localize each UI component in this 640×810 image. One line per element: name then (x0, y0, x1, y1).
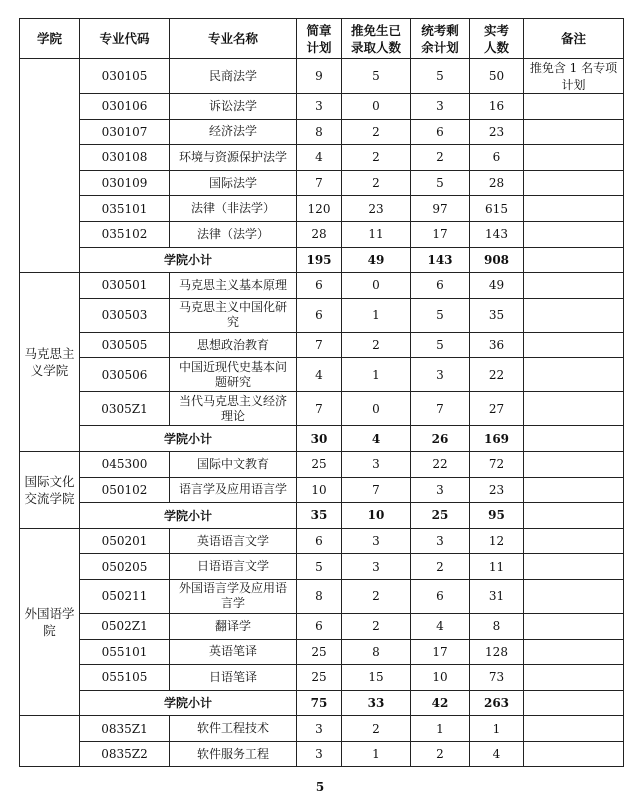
actual-cell: 35 (470, 298, 524, 332)
code-cell: 030501 (80, 273, 170, 299)
exempt-cell: 2 (342, 119, 411, 145)
name-cell: 英语笔译 (170, 639, 297, 665)
name-cell: 思想政治教育 (170, 332, 297, 358)
code-cell: 030105 (80, 59, 170, 94)
subtotal-plan: 30 (297, 426, 342, 452)
remain-cell: 22 (411, 451, 470, 477)
table-row (20, 170, 624, 196)
code-cell: 030106 (80, 94, 170, 120)
table-row (20, 145, 624, 171)
name-cell: 翻译学 (170, 613, 297, 639)
remain-cell: 5 (411, 59, 470, 94)
plan-cell: 6 (297, 613, 342, 639)
header-actual: 实考 人数 (470, 19, 524, 59)
subtotal-exempt: 49 (342, 247, 411, 273)
subtotal-row (20, 503, 624, 529)
subtotal-actual: 95 (470, 503, 524, 529)
actual-cell: 6 (470, 145, 524, 171)
subtotal-remain: 25 (411, 503, 470, 529)
table-row (20, 554, 624, 580)
subtotal-label: 学院小计 (80, 503, 297, 529)
college-cell: 国际文化 交流学院 (20, 451, 80, 528)
name-cell: 法律（法学） (170, 221, 297, 247)
subtotal-actual: 908 (470, 247, 524, 273)
exempt-cell: 1 (342, 298, 411, 332)
note-cell (524, 639, 624, 665)
table-row (20, 639, 624, 665)
exempt-cell: 2 (342, 170, 411, 196)
code-cell: 030109 (80, 170, 170, 196)
note-cell (524, 358, 624, 392)
code-cell: 055101 (80, 639, 170, 665)
college-cell: 马克思主 义学院 (20, 273, 80, 452)
actual-cell: 50 (470, 59, 524, 94)
code-cell: 0502Z1 (80, 613, 170, 639)
name-cell: 诉讼法学 (170, 94, 297, 120)
table-row (20, 477, 624, 503)
code-cell: 0305Z1 (80, 392, 170, 426)
table-row (20, 273, 624, 299)
actual-cell: 49 (470, 273, 524, 299)
remain-cell: 6 (411, 273, 470, 299)
note-cell (524, 196, 624, 222)
subtotal-plan: 75 (297, 690, 342, 716)
note-cell (524, 665, 624, 691)
plan-cell: 6 (297, 528, 342, 554)
code-cell: 050102 (80, 477, 170, 503)
code-cell: 030505 (80, 332, 170, 358)
name-cell: 中国近现代史基本问 题研究 (170, 358, 297, 392)
exempt-cell: 8 (342, 639, 411, 665)
plan-cell: 7 (297, 332, 342, 358)
note-cell (524, 741, 624, 767)
note-cell (524, 94, 624, 120)
name-cell: 软件工程技术 (170, 716, 297, 742)
plan-cell: 8 (297, 119, 342, 145)
table-row (20, 392, 624, 426)
code-cell: 030108 (80, 145, 170, 171)
plan-cell: 8 (297, 579, 342, 613)
plan-cell: 3 (297, 94, 342, 120)
remain-cell: 2 (411, 741, 470, 767)
table-row (20, 221, 624, 247)
header-remain: 统考剩 余计划 (411, 19, 470, 59)
exempt-cell: 1 (342, 358, 411, 392)
actual-cell: 28 (470, 170, 524, 196)
actual-cell: 31 (470, 579, 524, 613)
subtotal-label: 学院小计 (80, 247, 297, 273)
code-cell: 030503 (80, 298, 170, 332)
exempt-cell: 2 (342, 716, 411, 742)
subtotal-exempt: 10 (342, 503, 411, 529)
actual-cell: 8 (470, 613, 524, 639)
subtotal-label: 学院小计 (80, 690, 297, 716)
remain-cell: 3 (411, 358, 470, 392)
subtotal-note (524, 426, 624, 452)
header-college: 学院 (20, 19, 80, 59)
actual-cell: 128 (470, 639, 524, 665)
note-cell (524, 298, 624, 332)
name-cell: 国际法学 (170, 170, 297, 196)
remain-cell: 4 (411, 613, 470, 639)
name-cell: 法律（非法学） (170, 196, 297, 222)
name-cell: 当代马克思主义经济 理论 (170, 392, 297, 426)
plan-cell: 6 (297, 298, 342, 332)
code-cell: 045300 (80, 451, 170, 477)
actual-cell: 72 (470, 451, 524, 477)
table-row (20, 119, 624, 145)
remain-cell: 6 (411, 579, 470, 613)
actual-cell: 23 (470, 119, 524, 145)
name-cell: 软件服务工程 (170, 741, 297, 767)
table-row (20, 59, 624, 94)
note-cell (524, 392, 624, 426)
subtotal-remain: 42 (411, 690, 470, 716)
subtotal-note (524, 690, 624, 716)
plan-cell: 3 (297, 741, 342, 767)
plan-cell: 25 (297, 451, 342, 477)
remain-cell: 6 (411, 119, 470, 145)
remain-cell: 10 (411, 665, 470, 691)
subtotal-plan: 195 (297, 247, 342, 273)
table-body (20, 59, 624, 767)
subtotal-actual: 263 (470, 690, 524, 716)
exempt-cell: 2 (342, 145, 411, 171)
remain-cell: 97 (411, 196, 470, 222)
college-cell: 外国语学 院 (20, 528, 80, 716)
page-number: 5 (315, 780, 325, 794)
remain-cell: 17 (411, 639, 470, 665)
header-plan: 简章 计划 (297, 19, 342, 59)
plan-cell: 7 (297, 170, 342, 196)
actual-cell: 12 (470, 528, 524, 554)
table-row (20, 94, 624, 120)
remain-cell: 2 (411, 145, 470, 171)
table-row (20, 451, 624, 477)
subtotal-row (20, 690, 624, 716)
note-cell (524, 579, 624, 613)
actual-cell: 4 (470, 741, 524, 767)
remain-cell: 7 (411, 392, 470, 426)
table-row (20, 613, 624, 639)
table-row (20, 298, 624, 332)
actual-cell: 27 (470, 392, 524, 426)
table-row (20, 196, 624, 222)
college-cell (20, 716, 80, 767)
subtotal-label: 学院小计 (80, 426, 297, 452)
exempt-cell: 2 (342, 613, 411, 639)
header-name: 专业名称 (170, 19, 297, 59)
name-cell: 外国语言学及应用语 言学 (170, 579, 297, 613)
table-row (20, 716, 624, 742)
exempt-cell: 3 (342, 528, 411, 554)
exempt-cell: 7 (342, 477, 411, 503)
code-cell: 030107 (80, 119, 170, 145)
exempt-cell: 11 (342, 221, 411, 247)
note-cell (524, 332, 624, 358)
plan-cell: 7 (297, 392, 342, 426)
exempt-cell: 0 (342, 273, 411, 299)
exempt-cell: 1 (342, 741, 411, 767)
name-cell: 日语语言文学 (170, 554, 297, 580)
plan-cell: 6 (297, 273, 342, 299)
college-cell (20, 59, 80, 273)
name-cell: 语言学及应用语言学 (170, 477, 297, 503)
name-cell: 民商法学 (170, 59, 297, 94)
exempt-cell: 15 (342, 665, 411, 691)
name-cell: 环境与资源保护法学 (170, 145, 297, 171)
plan-cell: 25 (297, 665, 342, 691)
name-cell: 英语语言文学 (170, 528, 297, 554)
subtotal-remain: 26 (411, 426, 470, 452)
remain-cell: 17 (411, 221, 470, 247)
note-cell (524, 528, 624, 554)
code-cell: 0835Z1 (80, 716, 170, 742)
header-note: 备注 (524, 19, 624, 59)
table-row (20, 528, 624, 554)
table-row (20, 579, 624, 613)
subtotal-plan: 35 (297, 503, 342, 529)
remain-cell: 3 (411, 528, 470, 554)
table-row (20, 358, 624, 392)
table-row (20, 741, 624, 767)
name-cell: 马克思主义基本原理 (170, 273, 297, 299)
remain-cell: 5 (411, 298, 470, 332)
code-cell: 035102 (80, 221, 170, 247)
actual-cell: 22 (470, 358, 524, 392)
actual-cell: 36 (470, 332, 524, 358)
actual-cell: 11 (470, 554, 524, 580)
code-cell: 050211 (80, 579, 170, 613)
remain-cell: 3 (411, 477, 470, 503)
actual-cell: 1 (470, 716, 524, 742)
note-cell (524, 119, 624, 145)
admissions-table (19, 18, 624, 767)
note-cell (524, 451, 624, 477)
actual-cell: 615 (470, 196, 524, 222)
plan-cell: 4 (297, 358, 342, 392)
exempt-cell: 3 (342, 554, 411, 580)
plan-cell: 4 (297, 145, 342, 171)
plan-cell: 9 (297, 59, 342, 94)
actual-cell: 143 (470, 221, 524, 247)
exempt-cell: 2 (342, 332, 411, 358)
note-cell (524, 716, 624, 742)
subtotal-remain: 143 (411, 247, 470, 273)
code-cell: 050201 (80, 528, 170, 554)
plan-cell: 25 (297, 639, 342, 665)
exempt-cell: 0 (342, 392, 411, 426)
exempt-cell: 0 (342, 94, 411, 120)
header-exempt: 推免生已 录取人数 (342, 19, 411, 59)
exempt-cell: 23 (342, 196, 411, 222)
exempt-cell: 5 (342, 59, 411, 94)
remain-cell: 5 (411, 170, 470, 196)
remain-cell: 2 (411, 554, 470, 580)
note-cell (524, 170, 624, 196)
remain-cell: 5 (411, 332, 470, 358)
note-cell (524, 145, 624, 171)
name-cell: 经济法学 (170, 119, 297, 145)
note-cell (524, 477, 624, 503)
subtotal-row (20, 247, 624, 273)
header-row (20, 19, 624, 59)
remain-cell: 1 (411, 716, 470, 742)
subtotal-note (524, 503, 624, 529)
subtotal-note (524, 247, 624, 273)
subtotal-exempt: 4 (342, 426, 411, 452)
note-cell (524, 554, 624, 580)
plan-cell: 3 (297, 716, 342, 742)
table-row (20, 332, 624, 358)
actual-cell: 73 (470, 665, 524, 691)
code-cell: 050205 (80, 554, 170, 580)
code-cell: 035101 (80, 196, 170, 222)
actual-cell: 16 (470, 94, 524, 120)
code-cell: 0835Z2 (80, 741, 170, 767)
actual-cell: 23 (470, 477, 524, 503)
name-cell: 马克思主义中国化研 究 (170, 298, 297, 332)
exempt-cell: 2 (342, 579, 411, 613)
plan-cell: 120 (297, 196, 342, 222)
name-cell: 国际中文教育 (170, 451, 297, 477)
name-cell: 日语笔译 (170, 665, 297, 691)
table-row (20, 665, 624, 691)
note-cell (524, 273, 624, 299)
subtotal-actual: 169 (470, 426, 524, 452)
code-cell: 030506 (80, 358, 170, 392)
exempt-cell: 3 (342, 451, 411, 477)
plan-cell: 10 (297, 477, 342, 503)
header-code: 专业代码 (80, 19, 170, 59)
note-cell: 推免含 1 名专项计划 (524, 59, 624, 94)
plan-cell: 28 (297, 221, 342, 247)
subtotal-row (20, 426, 624, 452)
subtotal-exempt: 33 (342, 690, 411, 716)
code-cell: 055105 (80, 665, 170, 691)
note-cell (524, 613, 624, 639)
plan-cell: 5 (297, 554, 342, 580)
remain-cell: 3 (411, 94, 470, 120)
note-cell (524, 221, 624, 247)
